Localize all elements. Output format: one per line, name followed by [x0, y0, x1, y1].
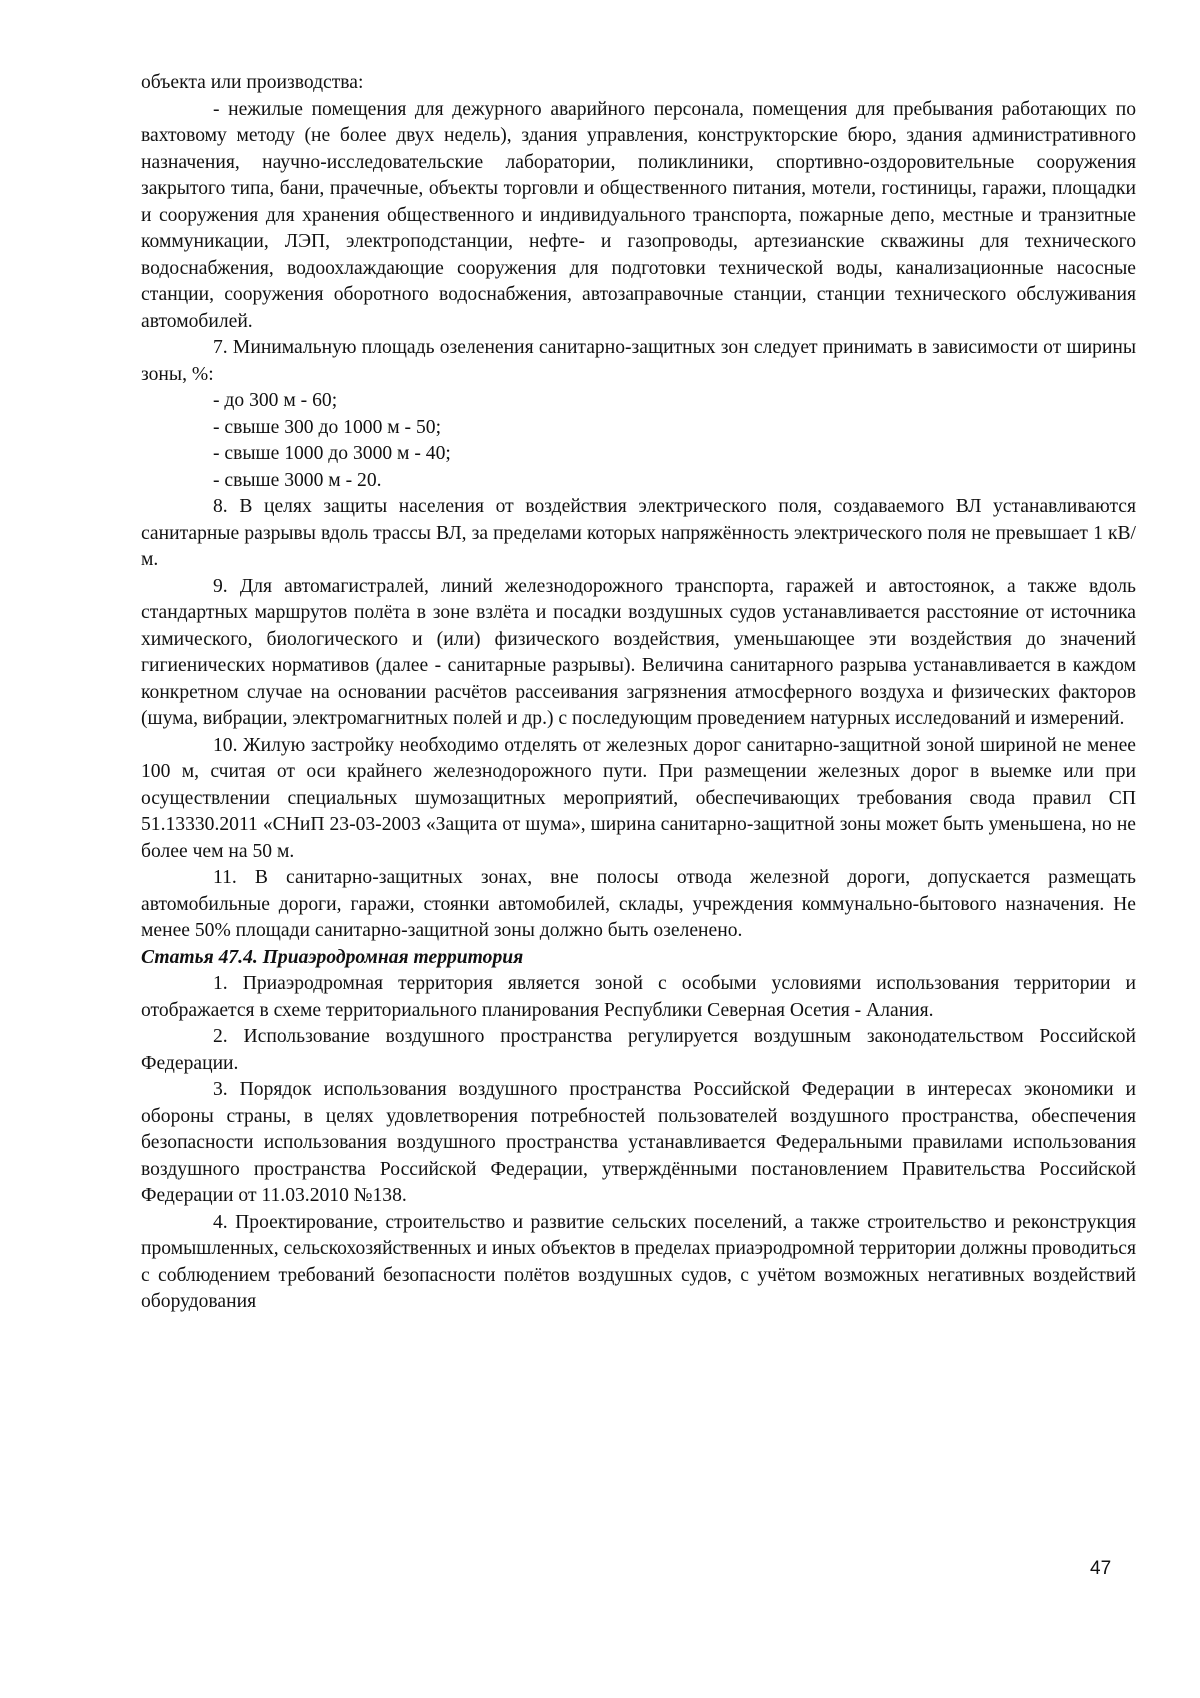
article-heading: Статья 47.4. Приаэродромная территория [141, 946, 524, 968]
list-item: - свыше 300 до 1000 м - 50; [213, 416, 442, 438]
greening-list [141, 388, 1136, 494]
item-11-paragraph: 11. В санитарно-защитных зонах, вне полосы отвода железной дороги, допускается размещать автомобильные дороги, гаражи, стоянки автомобилей, склады, учреждения коммунально-бытового назначения. Не менее 50% площади санитарно-защитной зоны должно быть озеленено. [141, 867, 1136, 941]
article-item-1-paragraph: 1. Приаэродромная территория является зоной с особыми условиями использования территории и отображается в схеме территориального планирования Республики Северная Осетия - Алания. [141, 973, 1136, 1021]
allowed-objects-paragraph: - нежилые помещения для дежурного аварийного персонала, помещения для пребывания работающих по вахтовому методу (не более двух недель), здания управления, конструкторские бюро, здания административного назначения, научно-исследовательские лаборатории, поликлиники, спортивно-оздоровительные сооружения закрытого типа, бани, прачечные, объекты торговли и общественного питания, мотели, гостиницы, гаражи, площадки и сооружения для хранения общественного и индивидуального транспорта, пожарные депо, местные и транзитные коммуникации, ЛЭП, электроподстанции, нефте- и газопроводы, артезианские скважины для технического водоснабжения, водоохлаждающие сооружения для подготовки технической воды, канализационные насосные станции, сооружения оборотного водоснабжения, автозаправочные станции, станции технического обслуживания автомобилей. [141, 98, 1136, 332]
document-page [141, 70, 1136, 1316]
item-9-paragraph: 9. Для автомагистралей, линий железнодорожного транспорта, гаражей и автостоянок, а также вдоль стандартных маршрутов полёта в зоне взлёта и посадки воздушных судов устанавливается расстояние от источника химического, биологического и (или) физического воздействия, уменьшающее эти воздействия до значений гигиенических нормативов (далее - санитарные разрывы). Величина санитарного разрыва устанавливается в каждом конкретном случае на основании расчётов рассеивания загрязнения атмосферного воздуха и физических факторов (шума, вибрации, электромагнитных полей и др.) с последующим проведением натурных исследований и измерений. [141, 575, 1136, 729]
list-item: - свыше 1000 до 3000 м - 40; [213, 443, 451, 464]
article-item-4-paragraph: 4. Проектирование, строительство и развитие сельских поселений, а также строительство и реконструкция промышленных, сельскохозяйственных и иных объектов в пределах приаэродромной территории должны проводиться с соблюдением требований безопасности полётов воздушных судов, с учётом возможных негативных воздействий оборудования [141, 1211, 1136, 1312]
item-7-paragraph: 7. Минимальную площадь озеленения санитарно-защитных зон следует принимать в зависимости от ширины зоны, %: [141, 337, 1136, 385]
page-number: 47 [1090, 1558, 1112, 1579]
article-item-2-paragraph: 2. Использование воздушного пространства регулируется воздушным законодательством Российской Федерации. [141, 1026, 1136, 1074]
intro-line: объекта или производства: [141, 72, 364, 93]
article-item-3-paragraph: 3. Порядок использования воздушного пространства Российской Федерации в интересах экономики и обороны страны, в целях удовлетворения потребностей пользователей воздушного пространства, обеспечения безопасности использования воздушного пространства устанавливается Федеральными правилами использования воздушного пространства Российской Федерации, утверждёнными постановлением Правительства Российской Федерации от 11.03.2010 №138. [141, 1079, 1136, 1206]
item-8-paragraph: 8. В целях защиты населения от воздействия электрического поля, создаваемого ВЛ устанавливаются санитарные разрывы вдоль трассы ВЛ, за пределами которых напряжённость электрического поля не превышает 1 кВ/м. [141, 496, 1136, 570]
list-item: - свыше 3000 м - 20. [213, 469, 382, 491]
item-10-paragraph: 10. Жилую застройку необходимо отделять от железных дорог санитарно-защитной зоной шириной не менее 100 м, считая от оси крайнего железнодорожного пути. При размещении железных дорог в выемке или при осуществлении специальных шумозащитных мероприятий, обеспечивающих требования свода правил СП 51.13330.2011 «СНиП 23-03-2003 «Защита от шума», ширина санитарно-защитной зоны может быть уменьшена, но не более чем на 50 м. [141, 734, 1136, 862]
list-item: - до 300 м - 60; [213, 390, 338, 411]
